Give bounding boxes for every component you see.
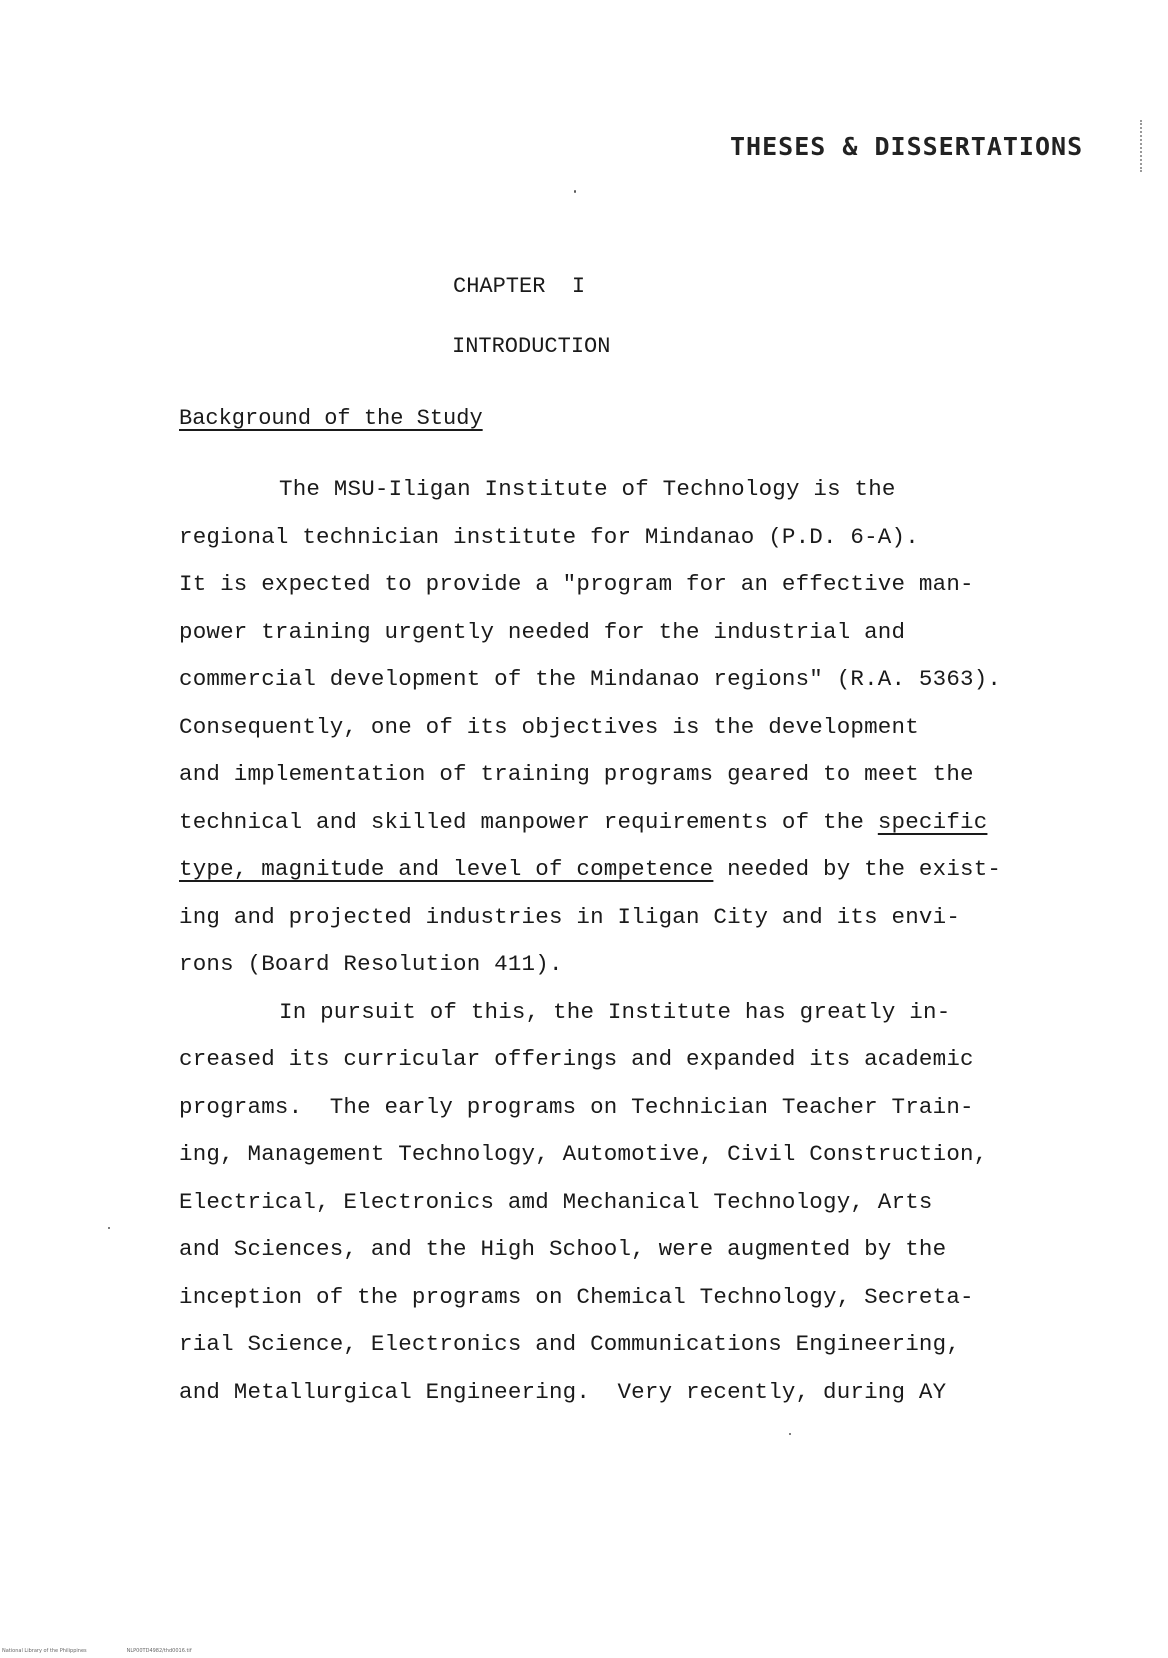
scan-speck <box>789 1433 791 1435</box>
body-line: Electrical, Electronics amd Mechanical Technology, Arts <box>179 1189 933 1215</box>
body-line: regional technician institute for Mindanao (P.D. 6-A). <box>179 524 919 550</box>
body-line: commercial development of the Mindanao regions" (R.A. 5363). <box>179 666 1002 692</box>
chapter-number: CHAPTER I <box>453 274 586 299</box>
body-line: The MSU-Iligan Institute of Technology is the <box>279 476 896 502</box>
body-line: ing, Management Technology, Automotive, Civil Construction, <box>179 1141 988 1167</box>
underlined-text: specific <box>877 809 988 835</box>
underlined-text: type, magnitude and level of competence <box>179 856 714 882</box>
body-line: rial Science, Electronics and Communications Engineering, <box>179 1331 961 1357</box>
body-line: rons (Board Resolution 411). <box>179 951 563 977</box>
footer-file: NLP00TD4982/thd0016.tif <box>126 1648 192 1654</box>
footer-source: National Library of the Philippines <box>2 1648 87 1654</box>
body-line: inception of the programs on Chemical Technology, Secreta- <box>179 1284 974 1310</box>
scan-footer <box>2 1648 232 1654</box>
body-line: creased its curricular offerings and expanded its academic <box>179 1046 974 1072</box>
body-line: It is expected to provide a "program for an effective man- <box>179 571 974 597</box>
body-line: programs. The early programs on Technician Teacher Train- <box>179 1094 974 1120</box>
body-line: ing and projected industries in Iligan City and its envi- <box>179 904 961 930</box>
body-line: power training urgently needed for the industrial and <box>179 619 906 645</box>
body-line <box>179 809 987 835</box>
scan-speck <box>108 1227 110 1229</box>
scan-edge-marks <box>1140 120 1144 172</box>
scan-speck <box>574 190 576 193</box>
section-heading: Background of the Study <box>179 406 483 431</box>
body-line: and Sciences, and the High School, were augmented by the <box>179 1236 947 1262</box>
body-text: needed by the exist- <box>713 856 1002 882</box>
body-line: Consequently, one of its objectives is the development <box>179 714 919 740</box>
body-line: In pursuit of this, the Institute has greatly in- <box>279 999 951 1025</box>
theses-dissertations-stamp: THESES & DISSERTATIONS <box>730 132 1084 161</box>
body-line <box>179 856 1001 882</box>
body-line: and Metallurgical Engineering. Very recently, during AY <box>179 1379 947 1405</box>
body-line: and implementation of training programs geared to meet the <box>179 761 974 787</box>
body-text: technical and skilled manpower requirements of the <box>179 809 878 835</box>
chapter-title: INTRODUCTION <box>452 334 611 359</box>
